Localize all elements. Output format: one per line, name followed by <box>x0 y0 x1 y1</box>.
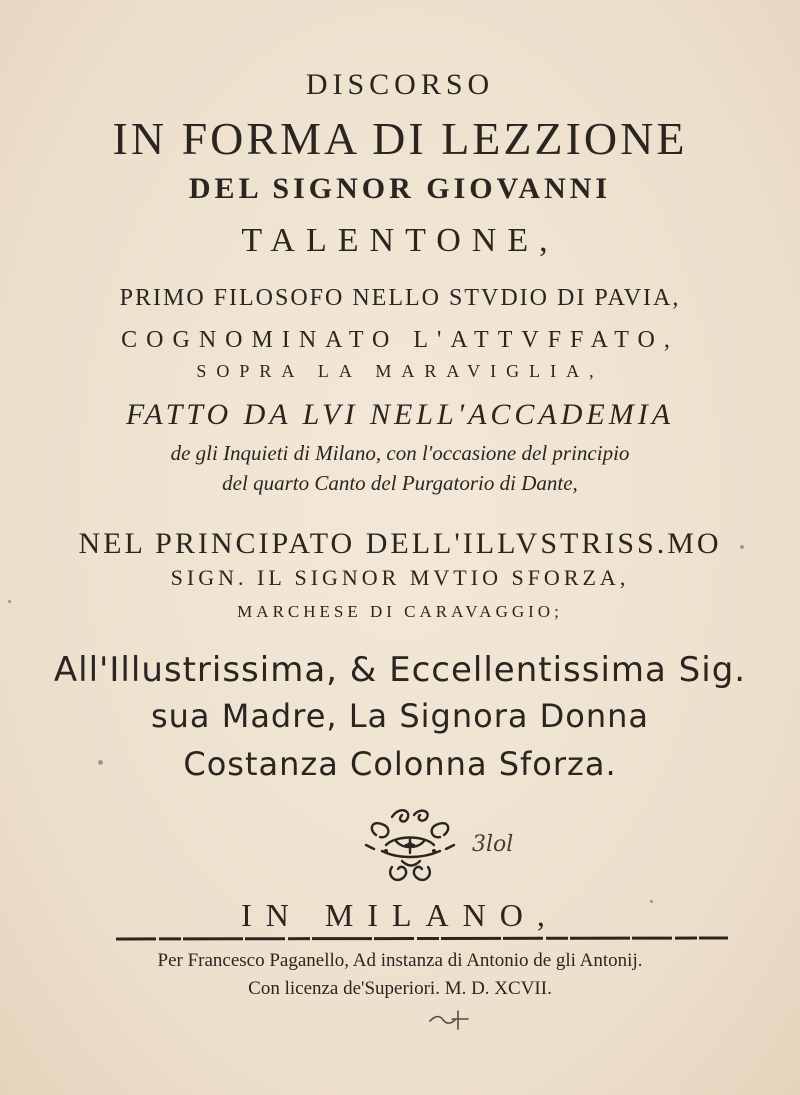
patron-line: SIGN. IL SIGNOR MVTIO SFORZA, <box>170 565 630 590</box>
occasion-line: de gli Inquieti di Milano, con l'occasione del principio <box>170 441 630 465</box>
pencil-mark-icon <box>428 1005 472 1031</box>
imprint-city: IN MILANO, <box>241 897 559 933</box>
dedication-line-3: Costanza Colonna Sforza. <box>183 745 617 783</box>
imprint-rule <box>116 936 728 942</box>
printers-ornament-icon <box>362 805 458 889</box>
subject-line: SOPRA LA MARAVIGLIA, <box>196 361 604 381</box>
dedication-line-2: sua Madre, La Signora Donna <box>150 697 650 735</box>
heading-in-forma-di-lezzione: IN FORMA DI LEZZIONE <box>112 113 688 164</box>
author-title-line: PRIMO FILOSOFO NELLO STVDIO DI PAVIA, <box>119 285 681 311</box>
author-surname: TALENTONE, <box>241 222 559 259</box>
imprint-printer-line: Per Francesco Paganello, Ad instanza di Antonio de gli Antonij. <box>157 950 643 971</box>
author-line: DEL SIGNOR GIOVANNI <box>188 172 612 205</box>
paper-speck <box>98 760 103 765</box>
paper-speck <box>740 545 744 549</box>
marquis-line: MARCHESE DI CARAVAGGIO; <box>237 602 563 621</box>
author-nickname-line: COGNOMINATO L'ATTVFFATO, <box>121 327 679 353</box>
dedication-line-1: All'Illustrissima, & Eccellentissima Sig. <box>53 650 747 690</box>
principate-line: NEL PRINCIPATO DELL'ILLVSTRISS.MO <box>78 527 722 560</box>
handwritten-inventory-note: 3lol <box>472 832 514 857</box>
heading-discorso: DISCORSO <box>305 68 495 101</box>
academy-line: FATTO DA LVI NELL'ACCADEMIA <box>125 398 675 431</box>
paper-speck <box>8 600 11 603</box>
imprint-license-line: Con licenza de'Superiori. M. D. XCVII. <box>248 978 552 999</box>
dante-line: del quarto Canto del Purgatorio di Dante, <box>222 471 578 495</box>
paper-speck <box>650 900 653 903</box>
